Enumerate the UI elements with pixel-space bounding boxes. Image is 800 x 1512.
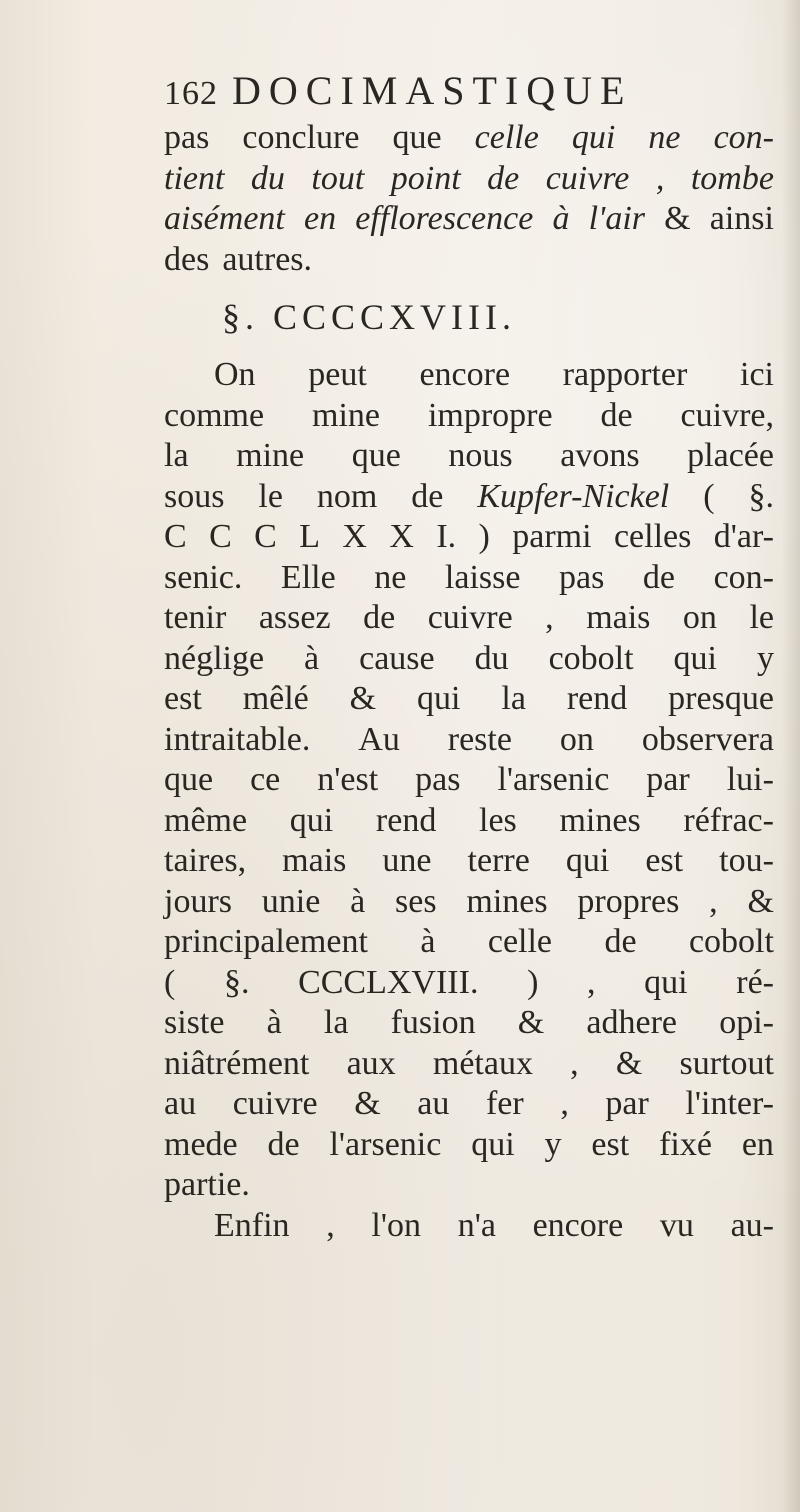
word: cuivre, <box>680 396 774 434</box>
word: aisément <box>164 200 285 237</box>
text-line <box>164 118 774 159</box>
text-line <box>164 159 774 200</box>
word: tout <box>311 159 365 197</box>
word: con- <box>713 558 774 596</box>
word: à <box>552 200 570 237</box>
text-line <box>164 396 774 437</box>
word: tombe <box>690 159 774 197</box>
word: siste <box>164 1004 225 1041</box>
word: conclure <box>242 119 360 156</box>
text-line <box>164 1206 774 1247</box>
word: nom <box>316 477 378 515</box>
text-line <box>164 517 774 558</box>
word: mines <box>559 801 641 839</box>
word: pas <box>164 119 210 156</box>
word: mede <box>164 1125 238 1163</box>
word: rend <box>566 680 628 717</box>
word: l'arsenic <box>497 761 610 798</box>
word: celle <box>474 119 539 156</box>
word: qui <box>673 639 717 677</box>
word: & <box>354 1085 381 1122</box>
word: à <box>304 639 320 677</box>
word: partie. <box>164 1166 250 1203</box>
word: X <box>342 518 367 555</box>
text-line <box>164 639 774 680</box>
word: tenir <box>164 599 227 636</box>
word: peut <box>308 356 367 393</box>
word: cuivre <box>427 599 513 636</box>
word: L <box>299 518 321 555</box>
word: fer <box>485 1085 524 1122</box>
word: en <box>304 200 337 237</box>
word: senic. <box>164 558 243 596</box>
word: le <box>749 599 774 636</box>
word: terre <box>467 842 530 879</box>
word: qui <box>565 842 610 879</box>
word: Au <box>358 720 400 758</box>
word: parmi <box>512 518 592 555</box>
word: aux <box>346 1044 396 1082</box>
word: rend <box>375 801 437 839</box>
text-line <box>164 922 774 963</box>
paragraph-continuation <box>164 118 774 280</box>
word: propres <box>577 882 680 920</box>
word: l'arsenic <box>329 1125 442 1163</box>
text-line <box>164 679 774 720</box>
word: , <box>545 599 554 636</box>
word: ses <box>395 882 437 920</box>
word: mines <box>466 882 548 920</box>
text-line <box>164 963 774 1004</box>
word: & <box>747 882 774 920</box>
word: Elle <box>280 558 336 596</box>
word: point <box>390 159 461 197</box>
word: I. <box>436 518 457 555</box>
word: placée <box>687 437 774 474</box>
text-line <box>164 199 774 240</box>
word: C <box>209 518 232 555</box>
word: mine <box>236 437 305 474</box>
word: & <box>517 1004 545 1041</box>
word: n'a <box>457 1206 496 1244</box>
text-line <box>164 760 774 801</box>
word: que <box>351 437 401 474</box>
word: ) <box>478 518 490 555</box>
word: pas <box>559 558 605 596</box>
word: & <box>615 1044 643 1082</box>
word: une <box>382 842 432 879</box>
word: presque <box>668 680 774 717</box>
word: , <box>326 1206 335 1244</box>
page-text <box>164 64 774 1246</box>
word: efflorescence <box>355 200 534 237</box>
text-line <box>164 801 774 842</box>
word: est <box>645 842 684 879</box>
word: fusion <box>390 1004 476 1041</box>
word: fixé <box>659 1125 712 1163</box>
word: est <box>591 1125 630 1163</box>
text-line <box>164 841 774 882</box>
running-title: DOCIMASTIQUE <box>232 68 633 113</box>
word: celle <box>487 923 553 960</box>
word: ici <box>740 356 774 393</box>
word: ré- <box>736 963 774 1001</box>
text-line <box>164 1165 774 1206</box>
word: de <box>267 1125 300 1163</box>
text-line <box>164 1003 774 1044</box>
word: Enfin <box>214 1206 290 1244</box>
word: que <box>164 761 214 798</box>
word: le <box>258 477 283 515</box>
word: de <box>604 923 637 960</box>
word: , <box>655 159 665 197</box>
word: CCCLXVIII. <box>298 963 479 1001</box>
word: l'inter- <box>685 1085 774 1122</box>
word: qui <box>417 680 461 717</box>
text-line <box>164 558 774 599</box>
word: réfrac- <box>683 801 774 839</box>
word: , <box>709 882 718 920</box>
text-line <box>164 355 774 396</box>
text-line <box>164 720 774 761</box>
word: par <box>646 761 690 798</box>
word: n'est <box>317 761 379 798</box>
word: & <box>349 680 377 717</box>
word: les <box>479 801 517 839</box>
word: qui <box>571 119 616 156</box>
text-line <box>164 1125 774 1166</box>
word: de <box>363 599 396 636</box>
word: ( <box>164 963 176 1001</box>
text-line <box>164 240 774 281</box>
word: reste <box>447 720 512 758</box>
word: qui <box>644 963 688 1001</box>
word: mais <box>586 599 651 636</box>
word: tient <box>164 159 225 197</box>
word: tou- <box>719 842 774 879</box>
word: y <box>756 639 774 677</box>
word: §. <box>223 963 250 1001</box>
word: du <box>250 159 285 197</box>
text-line <box>164 477 774 518</box>
word: que <box>392 119 442 156</box>
word: cobolt <box>548 639 634 677</box>
word: assez <box>258 599 331 636</box>
word: ainsi <box>709 200 774 237</box>
word: à <box>350 882 366 920</box>
word: à <box>420 923 436 960</box>
running-header <box>164 64 774 118</box>
text-line <box>164 598 774 639</box>
word: Kupfer-Nickel <box>477 477 670 515</box>
word: & <box>664 200 691 237</box>
word: métaux <box>432 1044 533 1082</box>
paragraph <box>164 355 774 1246</box>
word: avons <box>560 437 640 474</box>
word: cuivre <box>232 1085 318 1122</box>
word: laisse <box>444 558 521 596</box>
word: qui <box>471 1125 515 1163</box>
word: intraitable. <box>164 720 311 758</box>
word: , <box>560 1085 569 1122</box>
text-line <box>164 882 774 923</box>
word: au <box>417 1085 450 1122</box>
text-line <box>164 1084 774 1125</box>
word: même <box>164 801 248 839</box>
word: unie <box>261 882 321 920</box>
word: la <box>501 680 526 717</box>
word: On <box>214 356 256 393</box>
word: mine <box>312 396 380 434</box>
word: d'ar- <box>713 518 774 555</box>
word: lui- <box>726 761 774 798</box>
word: , <box>570 1044 579 1082</box>
word: du <box>474 639 509 677</box>
word: néglige <box>164 639 265 677</box>
word: observera <box>641 720 774 758</box>
word: à <box>266 1004 282 1041</box>
word: rapporter <box>562 356 688 393</box>
word: impropre <box>427 396 553 434</box>
word: qui <box>289 801 334 839</box>
word: C <box>254 518 277 555</box>
word: ne <box>648 119 681 156</box>
word: comme <box>164 396 265 434</box>
word: , <box>587 963 596 1001</box>
word: en <box>741 1125 774 1163</box>
text-line <box>164 436 774 477</box>
text-line <box>164 1044 774 1085</box>
word: opi- <box>719 1004 774 1041</box>
word: cuivre <box>545 159 630 197</box>
page-edge-shadow <box>782 0 800 1512</box>
word: X <box>389 518 414 555</box>
word: sous <box>164 477 225 515</box>
word: cause <box>359 639 435 677</box>
word: de <box>487 159 520 197</box>
word: on <box>559 720 594 758</box>
word: surtout <box>679 1044 774 1082</box>
word: §. <box>748 477 774 515</box>
word: mêlé <box>242 680 309 717</box>
word: des <box>164 240 210 278</box>
word: adhere <box>586 1004 678 1041</box>
word: on <box>682 599 717 636</box>
word: ce <box>250 761 281 798</box>
word: pas <box>415 761 461 798</box>
word: ( <box>703 477 715 515</box>
word: y <box>544 1125 562 1163</box>
word: mais <box>282 842 347 879</box>
word: principalement <box>164 923 368 960</box>
word: l'on <box>371 1206 421 1244</box>
word: ne <box>374 558 407 596</box>
word: autres. <box>222 240 313 278</box>
word: encore <box>419 356 511 393</box>
word: de <box>411 477 444 515</box>
section-heading: §. CCCCXVIII. <box>222 297 517 337</box>
page-number: 162 <box>164 75 218 112</box>
word: la <box>323 1004 349 1041</box>
word: par <box>605 1085 649 1122</box>
word: vu <box>659 1206 694 1244</box>
word: ) <box>527 963 539 1001</box>
word: celles <box>613 518 692 555</box>
word: est <box>164 680 202 717</box>
word: de <box>642 558 675 596</box>
word: con- <box>713 119 774 156</box>
word: taires, <box>164 842 247 879</box>
word: la <box>164 437 189 474</box>
word: de <box>600 396 633 434</box>
word: jours <box>164 882 232 920</box>
word: l'air <box>588 200 646 237</box>
word: au <box>164 1085 197 1122</box>
word: niâtrément <box>164 1044 310 1082</box>
word: au- <box>730 1206 774 1244</box>
word: nous <box>448 437 513 474</box>
word: cobolt <box>688 923 774 960</box>
word: C <box>164 518 187 555</box>
word: encore <box>532 1206 624 1244</box>
